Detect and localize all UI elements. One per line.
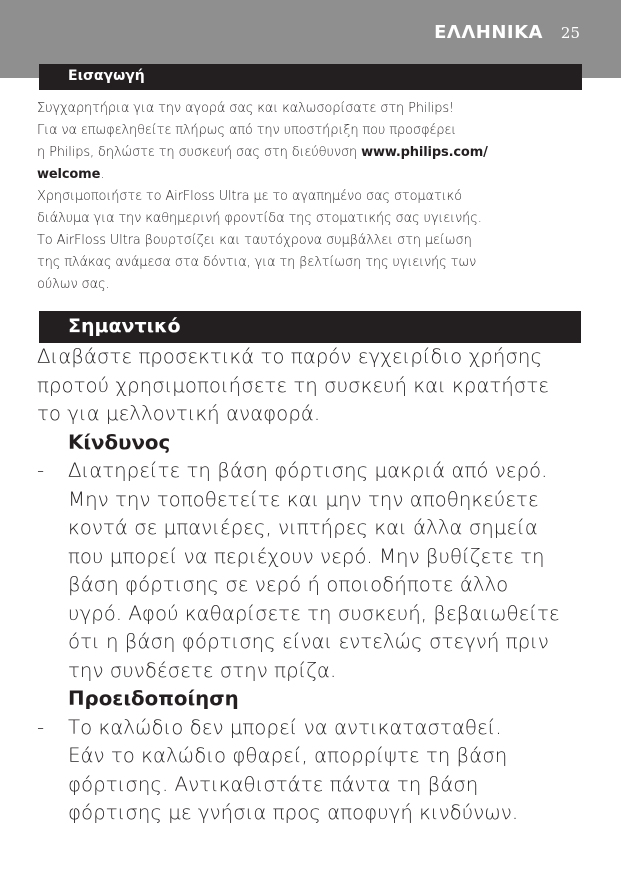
section-heading-important: Σημαντικό: [39, 311, 581, 343]
intro-line: Χρησιμοποιήστε το AirFloss Ultra με το αγαπημένο σας στοματικό: [37, 189, 462, 204]
danger-line: βάση φόρτισης σε νερό ή οποιοδήποτε άλλο: [68, 573, 509, 596]
intro-line: [37, 142, 585, 164]
warning-line: φόρτισης. Αντικαθιστάτε πάντα τη βάση: [68, 772, 479, 796]
danger-line: την συνδέσετε στην πρίζα.: [68, 658, 337, 682]
philips-link-cont[interactable]: welcome: [37, 167, 101, 182]
intro-line: της πλάκας ανάμεσα στα δόντια, για τη βελτίωση της υγιεινής των: [37, 255, 477, 270]
section-heading-intro: Εισαγωγή: [39, 64, 582, 90]
intro-line: Για να επωφεληθείτε πλήρως από την υποστήριξη που προσφέρει: [37, 123, 457, 138]
danger-line: κοντά σε μπανιέρες, νιπτήρες και άλλα σημεία: [68, 516, 538, 539]
warning-item: [37, 714, 597, 828]
important-intro-line: το για μελλοντική αναφορά.: [37, 402, 321, 425]
danger-item: [37, 457, 597, 685]
danger-line: Διατηρείτε τη βάση φόρτισης μακριά από νερό.: [68, 459, 548, 482]
intro-text: [37, 98, 585, 296]
danger-line: Μην την τοποθετείτε και μην την αποθηκεύετε: [68, 487, 539, 511]
warning-line: Το καλώδιο δεν μπορεί να αντικατασταθεί.: [68, 715, 502, 739]
danger-line: που μπορεί να περιέχουν νερό. Μην βυθίζετε τη: [68, 544, 545, 568]
important-text: [37, 343, 597, 828]
danger-heading: Κίνδυνος: [68, 430, 171, 454]
bullet-dash: -: [37, 715, 45, 739]
intro-line: Το AirFloss Ultra βουρτσίζει και ταυτόχρονα συμβάλλει στη μείωση: [37, 233, 472, 248]
intro-line-text: η Philips, δηλώστε τη συσκευή σας στη διεύθυνση: [37, 145, 362, 160]
language-label: ΕΛΛΗΝΙΚΑ: [434, 22, 543, 43]
philips-link[interactable]: www.philips.com/: [361, 145, 488, 160]
warning-line: φόρτισης με γνήσια προς αποφυγή κινδύνων.: [68, 801, 519, 824]
important-intro-line: Διαβάστε προσεκτικά το παρόν εγχειρίδιο χρήσης: [37, 345, 543, 368]
intro-line: διάλυμα για την καθημερινή φροντίδα της στοματικής σας υγιεινής.: [37, 211, 482, 226]
intro-line: Συγχαρητήρια για την αγορά σας και καλωσορίσατε στη Philips!: [37, 101, 455, 116]
bullet-dash: -: [37, 459, 45, 482]
warning-line: Εάν το καλώδιο φθαρεί, απορρίψτε τη βάση: [68, 744, 508, 767]
danger-item-text: [68, 457, 597, 685]
intro-line: ούλων σας.: [37, 277, 110, 292]
important-intro-line: προτού χρησιμοποιήσετε τη συσκευή και κρατήστε: [37, 373, 549, 397]
intro-line-text: .: [100, 167, 105, 182]
danger-line: ότι η βάση φόρτισης είναι εντελώς στεγνή πριν: [68, 630, 549, 653]
warning-item-text: [68, 714, 597, 828]
warning-heading: Προειδοποίηση: [68, 687, 239, 710]
intro-line: [37, 164, 585, 186]
page-number: 25: [560, 24, 580, 42]
danger-line: υγρό. Αφού καθαρίσετε τη συσκευή, βεβαιωθείτε: [68, 601, 560, 625]
